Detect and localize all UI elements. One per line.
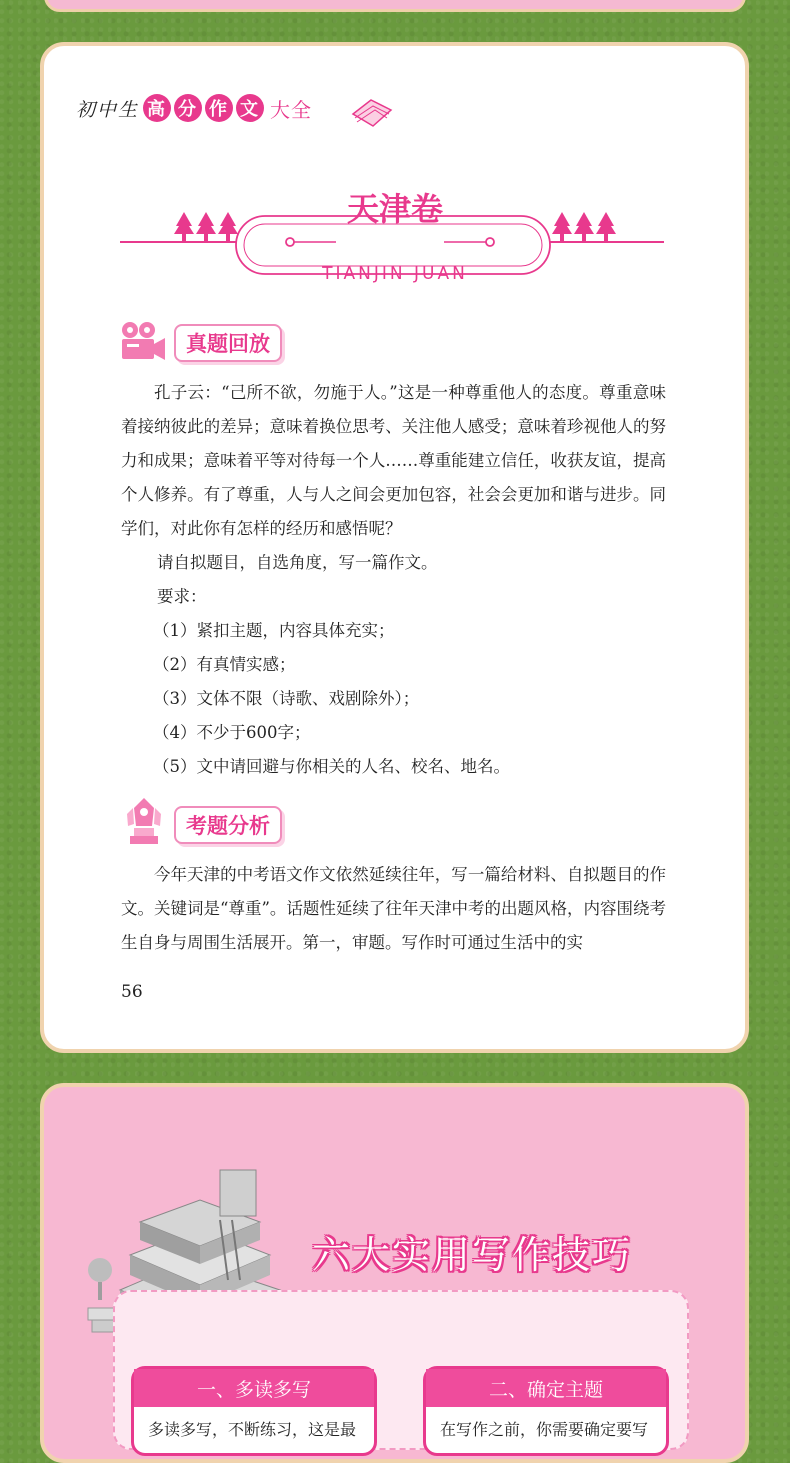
series-highlight-char: 分: [174, 94, 202, 122]
series-title: [76, 88, 312, 128]
skill-tip-body: 多读多写，不断练习，这是最: [148, 1420, 357, 1439]
skill-tip-card: [131, 1366, 377, 1456]
skill-tip-heading: 一、多读多写: [134, 1369, 374, 1407]
series-highlight-char: 文: [236, 94, 264, 122]
skill-tip-card: [423, 1366, 669, 1456]
open-book-icon: [305, 80, 395, 140]
trophy-icon: [124, 796, 164, 846]
previous-card-edge: [44, 0, 746, 12]
region-title: 天津卷: [346, 190, 443, 228]
requirement-item: （3）文体不限（诗歌、戏剧除外）；: [153, 689, 420, 708]
requirement-item: （2）有真情实感；: [153, 655, 296, 674]
analysis-paragraph: 今年天津的中考语文作文依然延续往年，写一篇给材料、自拟题目的作文。关键词是“尊重”。话题性延续了往年天津中考的出题风格，内容围绕考生自身与周围生活展开。第一，审题。写作时可通过生活中的实: [121, 865, 666, 952]
skills-title: 六大实用写作技巧: [312, 1233, 633, 1277]
question-instruction: 请自拟题目，自选角度，写一篇作文。: [157, 553, 438, 572]
question-paragraph: 孔子云：“己所不欲，勿施于人。”这是一种尊重他人的态度。尊重意味着接纳彼此的差异；意味着换位思考、关注他人感受；意味着珍视他人的努力和成果；意味着平等对待每一个人……尊重能建立信任，收获友谊，提高个人修养。有了尊重，人与人之间会更加包容，社会会更加和谐与进步。同学们，对此你有怎样的经历和感悟呢？: [121, 383, 666, 538]
movie-camera-icon: [120, 320, 166, 364]
requirement-item: （4）不少于600字；: [153, 723, 311, 742]
requirements-heading: 要求：: [157, 587, 207, 606]
page-number: 56: [121, 982, 143, 1002]
requirement-item: （5）文中请回避与你相关的人名、校名、地名。: [153, 757, 510, 776]
series-prefix: 初中生: [76, 98, 140, 121]
series-highlight: [143, 94, 264, 122]
section-label-real-question: 真题回放: [174, 324, 282, 362]
series-highlight-char: 高: [143, 94, 171, 122]
skill-tip-body: 在写作之前，你需要确定要写: [440, 1420, 649, 1439]
region-subtitle: TIANJIN JUAN: [322, 264, 468, 284]
section-label-analysis: 考题分析: [174, 806, 282, 844]
requirement-item: （1）紧扣主题，内容具体充实；: [153, 621, 395, 640]
skill-tip-heading: 二、确定主题: [426, 1369, 666, 1407]
series-suffix: 大全: [270, 97, 313, 122]
series-highlight-char: 作: [205, 94, 233, 122]
